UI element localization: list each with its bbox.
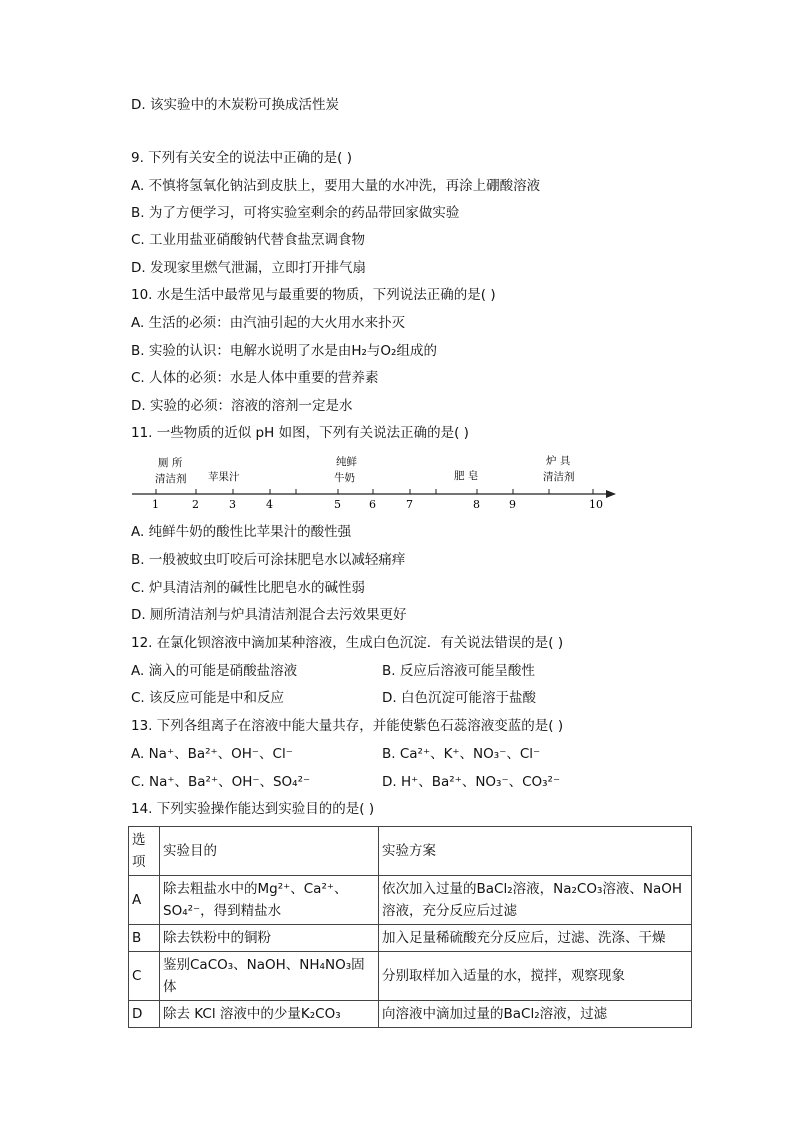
table-header-purpose: 实验目的 <box>160 827 379 876</box>
ph-tick-label-8: 8 <box>473 498 480 511</box>
q10-option-c: C. 人体的必须：水是人体中重要的营养素 <box>131 370 379 386</box>
table-cell-plan: 依次加入过量的BaCl₂溶液，Na₂CO₃溶液、NaOH 溶液，充分反应后过滤 <box>379 876 692 925</box>
table-row <box>129 1001 692 1028</box>
ph-tick-label-4: 4 <box>266 498 273 511</box>
ph-tick-label-1: 1 <box>152 498 159 511</box>
table-cell-plan: 加入足量稀硫酸充分反应后，过滤、洗涤、干燥 <box>379 925 692 952</box>
q12-stem: 12. 在氯化钡溶液中滴加某种溶液，生成白色沉淀．有关说法错误的是( ) <box>131 635 564 651</box>
q10-option-b: B. 实验的认识：电解水说明了水是由H₂与O₂组成的 <box>131 343 437 359</box>
table-cell-option: B <box>129 925 160 952</box>
ph-tick-label-6: 6 <box>369 498 376 511</box>
ph-axis <box>132 490 616 498</box>
ph-tick-label-3: 3 <box>229 498 236 511</box>
table-cell-plan: 向溶液中滴加过量的BaCl₂溶液，过滤 <box>379 1001 692 1028</box>
ph-tick-label-5: 5 <box>334 498 341 511</box>
q11-option-a: A. 纯鲜牛奶的酸性比苹果汁的酸性强 <box>131 524 352 540</box>
q9-option-b: B. 为了方便学习，可将实验室剩余的药品带回家做实验 <box>131 205 460 221</box>
q9-stem: 9. 下列有关安全的说法中正确的是( ) <box>131 150 352 166</box>
experiment-table <box>128 826 692 1028</box>
q12-option-b: B. 反应后溶液可能呈酸性 <box>382 663 535 679</box>
q14-stem: 14. 下列实验操作能达到实验目的的是( ) <box>131 801 375 817</box>
q10-stem: 10. 水是生活中最常见与最重要的物质，下列说法正确的是( ) <box>131 287 496 303</box>
table-row <box>129 925 692 952</box>
table-cell-purpose: 除去粗盐水中的Mg²⁺、Ca²⁺、SO₄²⁻，得到精盐水 <box>160 876 379 925</box>
ph-label-apple-juice: 苹果汁 <box>208 471 240 483</box>
q13-option-c: C. Na⁺、Ba²⁺、OH⁻、SO₄²⁻ <box>131 774 311 790</box>
ph-label-stove-cleaner-line2: 清洁剂 <box>543 471 575 483</box>
q11-option-d: D. 厕所清洁剂与炉具清洁剂混合去污效果更好 <box>131 607 407 623</box>
table-cell-option: A <box>129 876 160 925</box>
q13-option-a: A. Na⁺、Ba²⁺、OH⁻、Cl⁻ <box>131 746 293 762</box>
table-cell-option: C <box>129 952 160 1001</box>
q13-stem: 13. 下列各组离子在溶液中能大量共存，并能使紫色石蕊溶液变蓝的是( ) <box>131 718 564 734</box>
table-cell-purpose: 鉴别CaCO₃、NaOH、NH₄NO₃固体 <box>160 952 379 1001</box>
q10-option-d: D. 实验的必须：溶液的溶剂一定是水 <box>131 398 353 414</box>
axis-arrow-icon <box>606 490 616 498</box>
table-cell-purpose: 除去铁粉中的铜粉 <box>160 925 379 952</box>
q13-option-d: D. H⁺、Ba²⁺、NO₃⁻、CO₃²⁻ <box>382 774 561 790</box>
q11-option-b: B. 一般被蚊虫叮咬后可涂抹肥皂水以减轻痛痒 <box>131 552 406 568</box>
ph-label-milk-line2: 牛奶 <box>334 472 355 484</box>
q8-option-d: D. 该实验中的木炭粉可换成活性炭 <box>131 97 339 113</box>
q9-option-d: D. 发现家里燃气泄漏，立即打开排气扇 <box>131 260 366 276</box>
table-cell-option: D <box>129 1001 160 1028</box>
q12-option-d: D. 白色沉淀可能溶于盐酸 <box>382 690 536 706</box>
ph-label-toilet-cleaner-line1: 厕 所 <box>158 457 183 469</box>
table-header-plan: 实验方案 <box>379 827 692 876</box>
table-row <box>129 876 692 925</box>
table-cell-plan: 分别取样加入适量的水，搅拌，观察现象 <box>379 952 692 1001</box>
ph-tick-label-9: 9 <box>509 498 516 511</box>
q13-option-b: B. Ca²⁺、K⁺、NO₃⁻、Cl⁻ <box>382 746 541 762</box>
ph-tick-label-10: 10 <box>589 498 603 511</box>
ph-label-milk-line1: 纯鲜 <box>336 456 357 468</box>
q12-option-c: C. 该反应可能是中和反应 <box>131 690 285 706</box>
q12-option-a: A. 滴入的可能是硝酸盐溶液 <box>131 663 298 679</box>
ph-tick-label-2: 2 <box>192 498 199 511</box>
ph-label-soap: 肥 皂 <box>454 470 479 482</box>
ph-scale-figure <box>128 452 618 514</box>
q11-option-c: C. 炉具清洁剂的碱性比肥皂水的碱性弱 <box>131 580 366 596</box>
ph-label-toilet-cleaner-line2: 清洁剂 <box>155 473 187 485</box>
q10-option-a: A. 生活的必须：由汽油引起的大火用水来扑灭 <box>131 315 406 331</box>
table-header-option: 选项 <box>129 827 160 876</box>
table-cell-purpose: 除去 KCl 溶液中的少量K₂CO₃ <box>160 1001 379 1028</box>
q9-option-c: C. 工业用盐亚硝酸钠代替食盐烹调食物 <box>131 232 366 248</box>
ph-tick-label-7: 7 <box>406 498 413 511</box>
table-header-row <box>129 827 692 876</box>
ph-tick-marks <box>156 489 593 494</box>
q9-option-a: A. 不慎将氢氧化钠沾到皮肤上，要用大量的水冲洗，再涂上硼酸溶液 <box>131 178 541 194</box>
ph-label-stove-cleaner-line1: 炉 具 <box>546 455 571 467</box>
table-row <box>129 952 692 1001</box>
q11-stem: 11. 一些物质的近似 pH 如图，下列有关说法正确的是( ) <box>131 425 469 441</box>
